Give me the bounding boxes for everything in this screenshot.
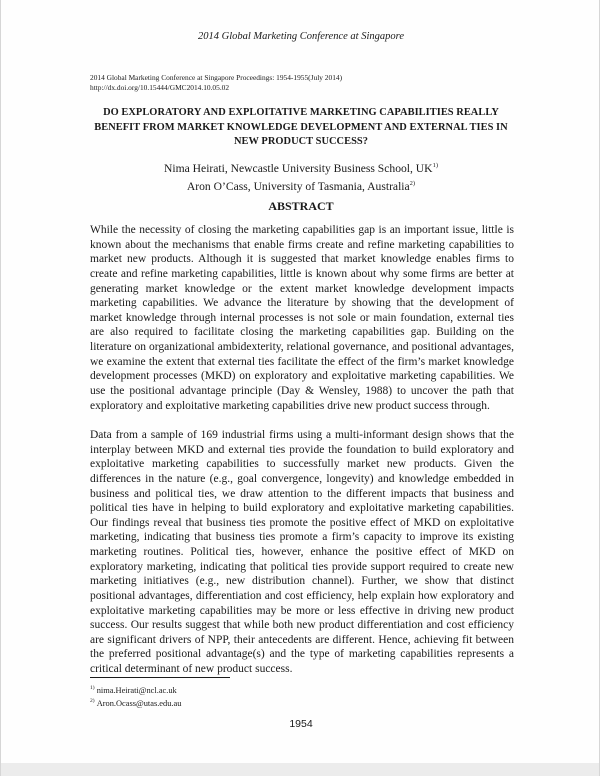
page-number: 1954 [289,718,313,730]
page-bottom-edge [1,763,599,776]
running-header: 2014 Global Marketing Conference at Singapore [198,31,404,42]
abstract-paragraph-1: While the necessity of closing the marketing capabilities gap is an important issue, little is known about the mechanisms that enable firms create and refine marketing capabilities to market new products. Although it is suggested that market knowledge enables firms to create and refine marketing capabilities, little is known about why some firms are better at generating market knowledge or the extent market knowledge development impacts marketing capabilities. We advance the literature by showing that the development of market knowledge through internal processes is not sole or main foundation, external ties are also required to facilitate closing the marketing capabilities gap. Building on the literature on organizational ambidexterity, relational governance, and positional advantages, we examine the extent that external ties facilitate the effect of the firm’s market knowledge development processes (MKD) on exploratory and exploitative marketing capabilities. We use the positional advantage principle (Day & Wensley, 1988) to uncover the path that exploratory and exploitative marketing capabilities drive new product success through. [90,224,514,412]
footnote-2 [90,696,181,709]
footnote-2-email[interactable]: Aron.Ocass@utas.edu.au [96,698,182,708]
footnote-divider [90,677,230,678]
author-2-footnote-mark: 2) [409,179,416,187]
author-2 [1,176,600,194]
footnote-1 [90,683,181,696]
citation-block [90,73,530,93]
proceedings-citation: 2014 Global Marketing Conference at Singapore Proceedings: 1954-1955(July 2014) [90,73,343,82]
abstract-heading: ABSTRACT [268,199,334,213]
author-1-footnote-mark: 1) [432,162,438,169]
footnote-1-mark: 1) [90,685,95,691]
author-2-name: Aron O’Cass, University of Tasmania, Australia [186,179,410,193]
footnotes [90,683,181,709]
abstract-paragraph-2: Data from a sample of 169 industrial firms using a multi-informant design shows that the interplay between MKD and external ties provide the foundation to build exploratory and exploitative marketing capabilities to successfully market new products. Given the differences in the nature (e.g., goal convergence, longevity) and knowledge embedded in business and political ties, we draw attention to the different impacts that business and political ties have in helping to build exploratory and exploitative marketing capabilities. Our findings reveal that business ties promote the positive effect of MKD on exploitative marketing, indicating that business ties promote a firm’s capacity to improve its existing marketing routines. Political ties, however, enhance the positive effect of MKD on exploratory marketing, indicating that political ties provide support required to create new marketing initiatives (e.g., new distribution channel). Further, we show that distinct positional advantages, differentiation and cost efficiency, help explain how exploratory and exploitative marketing capabilities may be more or less effective in driving new product success. Our results suggest that while both new product differentiation and cost efficiency are significant drivers of NPP, their antecedents are different. Hence, achieving fit between the preferred positional advantage(s) and the type of marketing capabilities represents a critical determinant of new product success. [90,429,514,675]
footnote-2-mark: 2) [90,697,95,704]
author-1-name: Nima Heirati, Newcastle University Business School, UK [164,161,433,175]
footnote-1-email[interactable]: nima.Heirati@ncl.ac.uk [96,685,177,695]
author-1 [1,158,600,176]
doi-link[interactable]: http://dx.doi.org/10.15444/GMC2014.10.05.02 [90,83,230,92]
paper-title: DO EXPLORATORY AND EXPLOITATIVE MARKETING CAPABILITIES REALLY BENEFIT FROM MARKET KNOWLEDGE DEVELOPMENT AND EXTERNAL TIES IN NEW PRODUCT SUCCESS? [94,107,508,147]
author-list [1,158,600,194]
